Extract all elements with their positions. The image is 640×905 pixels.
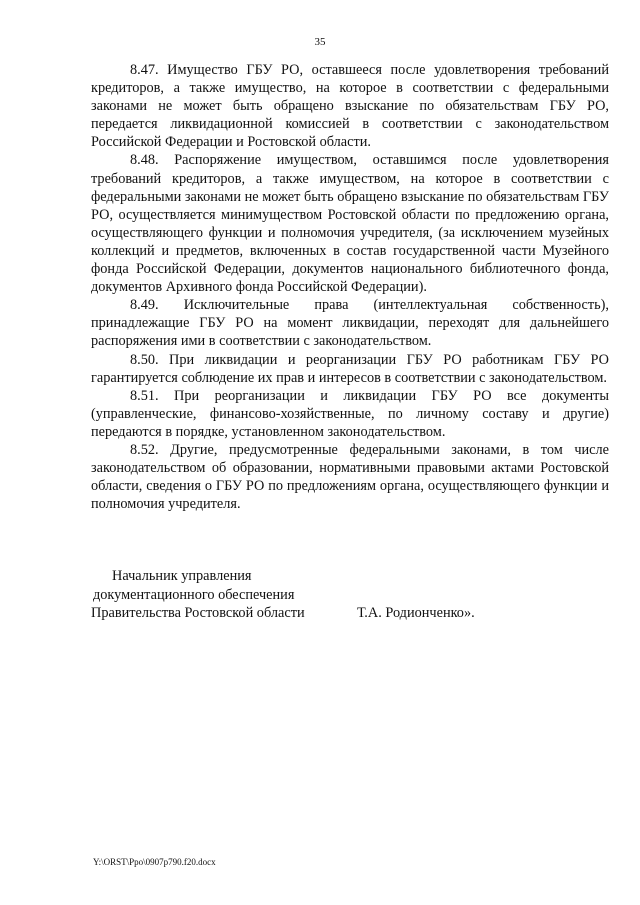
signatory-title-line-3: Правительства Ростовской области [91,605,305,621]
paragraph-8-48: 8.48. Распоряжение имуществом, оставшимся после удовлетворения требований кредиторов, а также имуществом, на которое в соответствии с федеральными законами не может быть обращено взыскание по обязательствам ГБУ РО, осуществляется минимуществом Ростовской области по предложению органа, осуществляющего функции и полномочия учредителя, (за исключением музейных коллекций и предметов, включенных в состав государственной части Музейного фонда Российской Федерации, документов национального библиотечного фонда, документов Архивного фонда Российской Федерации). [91,152,609,296]
signatory-title-line-1: Начальник управления [112,568,252,584]
signature-block [91,567,609,623]
signatory-name: Т.А. Родионченко». [357,605,475,621]
paragraph-8-49: 8.49. Исключительные права (интеллектуальная собственность), принадлежащие ГБУ РО на момент ликвидации, переходят для дальнейшего распоряжения ими в соответствии с законодательством. [91,297,609,350]
signatory-title-line-2: документационного обеспечения [93,586,295,603]
document-body [91,61,609,513]
paragraph-8-47: 8.47. Имущество ГБУ РО, оставшееся после удовлетворения требований кредиторов, а также имущество, на которое в соответствии с федеральными законами не может быть обращено взыскание по обязательствам ГБУ РО, передается ликвидационной комиссией в соответствии с законодательством Российской Федерации и Ростовской области. [91,62,609,151]
page-number: 35 [314,36,326,48]
paragraph-8-51: 8.51. При реорганизации и ликвидации ГБУ РО все документы (управленческие, финансово-хозяйственные, по личному составу и другие) передаются в порядке, установленном законодательством. [91,387,609,440]
paragraph-8-52: 8.52. Другие, предусмотренные федеральными законами, в том числе законодательством об образовании, нормативными правовыми актами Ростовской области, сведения о ГБУ РО по предложениям органа, осуществляющего функции и полномочия учредителя. [91,441,609,513]
footer-file-path: Y:\ORST\Ppo\0907p790.f20.docx [93,857,216,867]
paragraph-8-50: 8.50. При ликвидации и реорганизации ГБУ РО работникам ГБУ РО гарантируется соблюдение их прав и интересов в соответствии с законодательством. [91,351,609,386]
